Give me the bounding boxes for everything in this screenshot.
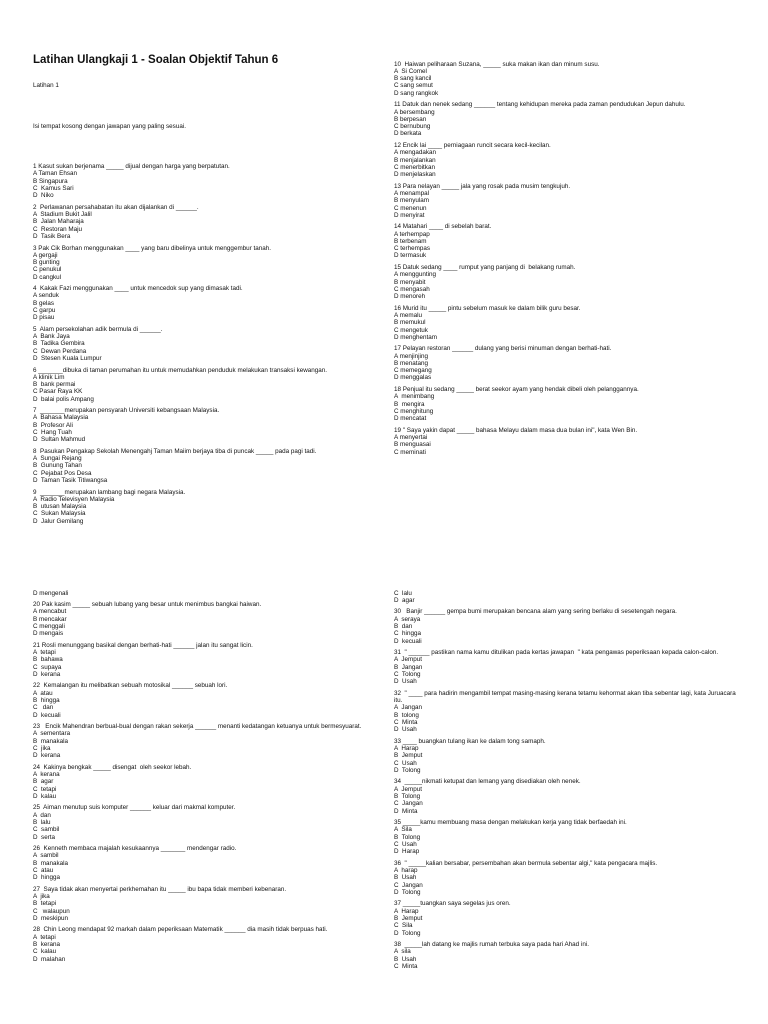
answer-option: D kerana [33,670,61,678]
answer-option: A Bahasa Malaysia [33,414,89,422]
answer-option: D Tolong [394,929,421,937]
answer-option: A menimbang [394,393,435,401]
answer-option: B Gunung Tahan [33,462,82,470]
answer-option: D Tasik Bera [33,233,71,241]
answer-option: C Dewan Perdana [33,347,87,355]
answer-option: B menyulam [394,197,429,205]
answer-option: A senduk [33,292,59,300]
answer-option: C penukul [33,266,62,274]
page-title: Latihan Ulangkaji 1 - Soalan Objektif Tahun 6 [33,53,279,66]
answer-option: D sang rangkok [394,89,439,97]
answer-option: C menerbitkan [394,163,435,171]
answer-option: D menghentam [394,333,438,341]
right-column-bottom [394,575,739,989]
answer-option: A Radio Televisyen Malaysia [33,495,115,503]
question-text: 12 Encik lai ____ perniagaan runcit secara kecil-kecilan. [394,141,551,149]
question-text: 17 Pelayan restoran ______ dulang yang berisi minuman dengan berhati-hati. [394,345,612,353]
question-item [394,183,739,219]
answer-option: B Tadika Gembira [33,340,85,348]
question-text: 32 " ____ para hadirin mengambil tempat masing-masing kerana tetamu kehormat akan tiba sebentar lagi, kata Juruacara itu. [394,689,738,705]
answer-option: D mengais [33,630,64,638]
answer-option: D balai polis Ampang [33,395,94,403]
answer-option: A menyertai [394,433,428,441]
question-item [33,682,363,718]
question-text: 38 _____lah datang ke majlis rumah terbuka saya pada hari Ahad ini. [394,941,589,949]
answer-option: D Minta [394,807,418,815]
answer-option: A tetapi [33,933,56,941]
question-text: 34 _____nikmati ketupat dan lemang yang disediakan oleh nenek. [394,778,581,786]
answer-option: B Tolong [394,792,421,800]
answer-option: A Harap [394,907,419,915]
question-item [394,142,739,178]
answer-option: A Jangan [394,704,423,712]
question-text: 1 Kasut sukan berjenama _____ dijual dengan harga yang berpatutan. [33,163,230,171]
question-item [33,642,363,678]
question-item [33,723,363,759]
answer-option: C hingga [394,630,421,638]
answer-option: B mengira [394,400,425,408]
answer-option: A Taman Ehsan [33,170,77,178]
answer-option: C mengetuk [394,326,428,334]
answer-option: A atau [33,689,53,697]
question-text: 33 ____ buangkan tulang ikan ke dalam tong samaph. [394,737,546,745]
question-text: 4 Kakak Fazi menggunakan ____ untuk mencedok sup yang dimasak tadi. [33,285,243,293]
question-item [33,326,363,362]
question-text: 5 Alam persekolahan adik bermula di ______. [33,325,163,333]
question-text: D mengenali [33,589,69,597]
question-item [394,941,739,970]
instruction: Isi tempat kosong dengan jawapan yang paling sesuai. [33,122,186,130]
answer-option: D menjelaskan [394,171,436,179]
answer-option: B menyabit [394,278,426,286]
question-text: 6 _______dibuka di taman perumahan itu untuk memudahkan penduduk melakukan transaksi kewangan. [33,366,328,374]
answer-option: A Sila [394,826,412,834]
answer-option: A gergaji [33,251,58,259]
answer-option: D Niko [33,192,54,200]
answer-option: A kerana [33,771,60,779]
answer-option: B bank permai [33,381,76,389]
question-item [394,608,739,644]
question-text: 16 Murid itu _____ pintu sebelum masuk ke dalam bilik guru besar. [394,304,581,312]
answer-option: C Tolong [394,670,421,678]
answer-option: C sang semut [394,82,433,90]
question-text: 13 Para nelayan _____ jala yang rosak pada musim tengkujuh. [394,182,571,190]
answer-option: B lalu [33,819,51,827]
answer-option: D meskipun [33,914,68,922]
answer-option: B tetapi [33,900,57,908]
answer-option: B terbenam [394,237,427,245]
answer-option: B tolong [394,711,419,719]
answer-option: B Jangan [394,663,423,671]
answer-option: C bernubung [394,123,431,131]
question-text: 36 " _____kalian bersabar, persembahan akan bermula sebentar algi," kata pengacara majlis. [394,859,658,867]
question-item [33,886,363,922]
question-item [33,764,363,800]
answer-option: B Jemput [394,752,423,760]
answer-option: C menghitung [394,407,434,415]
answer-option: C Sukan Malaysia [33,510,86,518]
answer-option: A menampal [394,189,430,197]
question-list-top-right [394,61,739,456]
answer-option: A sila [394,948,411,956]
answer-option: C menggali [33,622,65,630]
answer-option: C walaupun [33,907,70,915]
answer-option: B menguasai [394,441,431,449]
question-text: 24 Kakinya bengkak _____ disengat oleh seekor lebah. [33,763,192,771]
answer-option: C sambil [33,826,60,834]
left-column-bottom [33,575,363,982]
right-column-top [394,46,739,475]
question-text: 7 _______merupakan pensyarah Universiti kebangsaan Malaysia. [33,407,220,415]
answer-option: C terhempas [394,245,431,253]
answer-option: C Usah [394,840,417,848]
answer-option: A memalu [394,311,422,319]
answer-option: C meminati [394,448,426,456]
answer-option: B menjalankan [394,156,436,164]
answer-option: D malahan [33,955,66,963]
answer-option: C memegang [394,367,432,375]
answer-option: C garpu [33,307,56,315]
answer-option: B berpesan [394,115,427,123]
left-column-top [33,38,363,544]
question-item [394,778,739,814]
answer-option: D kecuali [33,711,61,719]
question-list-bottom-left [33,590,363,963]
answer-option: D kerana [33,752,61,760]
question-list-bottom-right [394,590,739,971]
answer-option: B hingga [33,697,60,705]
question-text: 10 Haiwan peliharaan Suzana, _____ suka makan ikan dan minum susu. [394,60,600,68]
question-text: 25 Aiman menutup suis komputer ______ keluar dari makmal komputer. [33,804,236,812]
answer-option: A Jemput [394,785,423,793]
answer-option: A sementara [33,730,71,738]
answer-option: B dan [394,622,413,630]
page-two [0,570,768,1024]
answer-option: D Harap [394,848,420,856]
question-item [394,860,739,896]
answer-option: B gelas [33,299,55,307]
answer-option: B utusan Malaysia [33,503,87,511]
answer-option: A Harap [394,744,419,752]
question-text: 14 Matahari ____ di sebelah barat. [394,223,492,231]
answer-option: B mencakar [33,615,67,623]
answer-option: B kerana [33,941,60,949]
question-item [394,690,739,734]
question-text: 37 _____tuangkan saya segelas jus oren. [394,900,511,908]
answer-option: D Sultan Mahmud [33,436,86,444]
answer-option: B agar [33,778,54,786]
question-item [394,900,739,936]
answer-option: B Jemput [394,914,423,922]
answer-option: B manakala [33,859,69,867]
answer-option: C Pasar Raya KK [33,388,83,396]
answer-option: B menatang [394,359,428,367]
question-item [394,819,739,855]
answer-option: D agar [394,596,415,604]
question-text: 3 Pak Cik Borhan menggunakan ____ yang baru dibelinya untuk menggembur tanah. [33,244,272,252]
answer-option: C Jangan [394,881,423,889]
question-item [394,61,739,97]
question-text: 8 Pasukan Pengakap Sekolah Menengahj Taman Maiim berjaya tiba di puncak _____ pada pagi tadi. [33,447,317,455]
answer-option: A tetapi [33,649,56,657]
answer-option: C Kamus Sari [33,185,74,193]
question-item [33,407,363,443]
answer-option: C Jangan [394,800,423,808]
question-text: 30 Banjir ______ gempa bumi merupakan bencana alam yang sering berlaku di sesetengah negara. [394,608,677,616]
answer-option: D serta [33,833,56,841]
question-text: C lalu [394,589,412,597]
answer-option: C Pejabat Pos Desa [33,469,92,477]
answer-option: C supaya [33,663,62,671]
answer-option: D Taman Tasik Titiwangsa [33,477,108,485]
question-item [394,223,739,259]
answer-option: B sang kancil [394,75,432,83]
answer-option: B manakala [33,737,69,745]
answer-option: D mencatat [394,415,427,423]
answer-option: A Stadium Bukit Jalil [33,211,92,219]
question-item [33,926,363,962]
question-item [394,345,739,381]
question-text: 20 Pak kasim _____ sebuah lubang yang besar untuk menimbus bangkai haiwan. [33,601,262,609]
question-text: 31 " ______ pastikan nama kamu ditulikan pada kertas jawapan " kata pengawas peperiksaan kepada calon-calon. [394,649,719,657]
answer-option: B Jalan Maharaja [33,218,84,226]
question-item [33,601,363,637]
answer-option: B Profesor Ali [33,421,73,429]
answer-option: C Usah [394,759,417,767]
answer-option: A menjinjing [394,352,428,360]
answer-option: B gunting [33,259,60,267]
answer-option: D Jalur Gemilang [33,517,84,525]
answer-option: A Sungai Rejang [33,455,82,463]
question-item [394,649,739,685]
question-item [33,204,363,240]
answer-option: D berkata [394,130,422,138]
question-item [33,448,363,484]
question-item [394,386,739,422]
question-list-top-left [33,163,363,525]
answer-option: A Si Comel [394,67,427,75]
question-text: 2 Perlawanan persahabatan itu akan dijalankan di ______. [33,203,199,211]
question-text: 27 Saya tidak akan menyertai perkhemahan itu _____ ibu bapa tidak memberi kebenaran. [33,885,287,893]
answer-option: D Usah [394,678,417,686]
question-item [33,804,363,840]
answer-option: D hingga [33,874,60,882]
question-text: 15 Datuk sedang ____ rumput yang panjang di belakang rumah. [394,263,576,271]
answer-option: A jika [33,893,50,901]
question-item [33,489,363,525]
answer-option: C Hang Tuah [33,429,72,437]
question-text: 23 Encik Mahendran berbual-bual dengan rakan sekerja ______ menanti kedatangan ketuanya untuk bermesyuarat. [33,723,362,731]
answer-option: C kalau [33,948,57,956]
answer-option: D kalau [33,792,57,800]
answer-option: B Tolong [394,833,421,841]
answer-option: A harap [394,867,418,874]
question-text: 21 Rosli menunggang basikal dengan berhati-hati ______ jalan itu sangat licin. [33,641,253,649]
answer-option: C mengasah [394,285,430,293]
question-item [33,590,363,597]
answer-option: A klinik Lim [33,373,65,381]
answer-option: C tetapi [33,785,57,793]
question-item [394,427,739,456]
question-text: 28 Chin Leong mendapat 92 markah dalam peperiksaan Matematik ______ dia masih tidak berpuas hati. [33,926,328,934]
question-item [394,305,739,341]
answer-option: C menenun [394,204,427,212]
subtitle: Latihan 1 [33,82,59,90]
answer-option: B memukul [394,319,426,327]
answer-option: C atau [33,867,54,874]
question-item [33,285,363,321]
question-item [33,367,363,403]
answer-option: C Restoran Maju [33,225,82,233]
answer-option: D termasuk [394,252,427,260]
answer-option: A Jemput [394,656,423,664]
answer-option: D cangkul [33,273,62,281]
question-item [33,845,363,881]
answer-option: C Minta [394,718,418,726]
question-text: 9 _______merupakan lambang bagi negara Malaysia. [33,488,186,496]
answer-option: A bersembang [394,108,435,116]
answer-option: B Singapura [33,177,68,185]
answer-option: D menoreh [394,293,426,301]
question-text: 11 Datuk dan nenek sedang ______ tentang kehidupan mereka pada zaman pendudukan Jepun dahulu. [394,101,686,109]
question-text: 19 " Saya yakin dapat _____ bahasa Melayu dalam masa dua bulan ini", kata Wen Bin. [394,426,638,434]
question-item [33,245,363,281]
answer-option: B Usah [394,874,417,882]
answer-option: C Sila [394,922,413,930]
answer-option: D Usah [394,726,417,734]
answer-option: D Tolong [394,766,421,774]
answer-option: A mengadakan [394,149,437,157]
answer-option: D Stesen Kuala Lumpur [33,355,102,363]
answer-option: D pisau [33,314,55,322]
answer-option: D menggalas [394,374,432,382]
question-text: 35 _____kamu membuang masa dengan melakukan kerja yang tidak berfaedah ini. [394,819,627,827]
question-text: 26 Kenneth membaca majalah kesukaannya _______ mendengar radio. [33,845,237,853]
answer-option: A Bank Jaya [33,333,70,341]
answer-option: A terhempap [394,230,430,238]
answer-option: C dan [33,704,54,712]
answer-option: D menyirat [394,211,425,219]
answer-option: B bahawa [33,656,63,664]
answer-option: B Usah [394,955,417,963]
answer-option: C Minta [394,962,418,970]
answer-option: A seraya [394,615,421,623]
question-item [394,264,739,300]
answer-option: C jika [33,744,51,752]
question-item [394,738,739,774]
answer-option: D Tolong [394,888,421,896]
question-item [33,163,363,199]
question-item [394,590,739,605]
answer-option: A menggunting [394,271,437,279]
answer-option: A dan [33,811,51,819]
question-item [394,101,739,137]
question-text: 22 Kemalangan itu melibatkan sebuah motosikal ______ sebuah lori. [33,682,228,690]
answer-option: D kecuali [394,637,422,645]
question-text: 18 Penjual itu sedang _____ berat seekor ayam yang hendak dibeli oleh pelanggannya. [394,385,639,393]
answer-option: A mencabut [33,608,67,616]
answer-option: A sambil [33,852,59,860]
